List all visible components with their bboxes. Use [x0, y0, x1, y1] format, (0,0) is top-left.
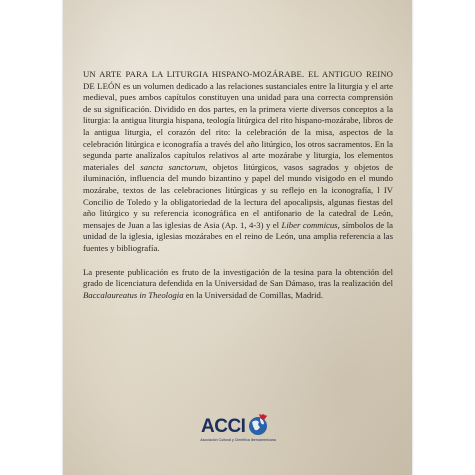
publisher-logo [199, 412, 277, 452]
italic-term-liber-commicus: Liber commicus [281, 219, 338, 230]
italic-term-sancta-sanctorum: sancta sanctorum [140, 161, 206, 172]
paragraph-1-text-c: , símbolos de la unidad de la iglesia, iglesias mozárabes en el reino de León, una amplia referencia a las fuentes y bibliografía. [83, 219, 393, 253]
paragraph-1-text-a: es un volumen dedicado a las relaciones sustanciales entre la liturgia y el arte medieval, pues ambos capítulos constituyen una unidad para una correcta comprensión de su significación. Dividido en dos partes, en la primera vierte diversos conceptos a la liturgia: la antigua liturgia hispana, teología litúrgica del rito hispano-mozárabe, libros de la antigua liturgia, el corazón del rito: la celebración de la misa, aspectos de la celebración litúrgica e iconografía a través del año litúrgico, los otros sacramentos. En la segunda parte analízalos capítulos relativos al arte mozárabe y liturgia, los elementos materiales del [83, 80, 394, 172]
logo-subtitle: Asociación Cultural y Científica Iberoamericana [200, 438, 276, 442]
paragraph-2-text-b: en la Universidad de Comillas, Madrid. [183, 289, 324, 300]
back-cover-page [63, 0, 412, 475]
paragraph-2-text-a: La presente publicación es fruto de la investigación de la tesina para la obtención del grado de licenciatura defendida en la Universidad de San Dámaso, tras la realización del [83, 266, 393, 289]
synopsis-paragraph-1 [83, 69, 393, 255]
book-title-caps: UN ARTE PARA LA LITURGIA HISPANO-MOZÁRABE. EL ANTIGUO REINO DE LEÓN [83, 69, 393, 91]
synopsis-text [83, 69, 393, 301]
synopsis-paragraph-2 [83, 267, 393, 302]
logo-wordmark: ACCI [201, 416, 246, 437]
paragraph-1-text-b: , objetos litúrgicos, vasos sagrados y objetos de iluminación, influencia del mundo bizantino y papel del mundo visigodo en el mundo mozárabe, textos de las celebraciones litúrgicas y su reflejo en la iconografía, l IV Concilio de Toledo y la obligatoriedad de la lectura del apocalipsis, algunas fiestas del año litúrgico y su referencia iconográfica en el antifonario de la catedral de León, mensajes de Juan a las iglesias de Asia (Ap. 1, 4-3) y el [83, 161, 393, 230]
italic-term-baccalaureatus: Baccalaureatus in Theologia [83, 289, 184, 300]
globe-figure-icon [247, 413, 269, 439]
